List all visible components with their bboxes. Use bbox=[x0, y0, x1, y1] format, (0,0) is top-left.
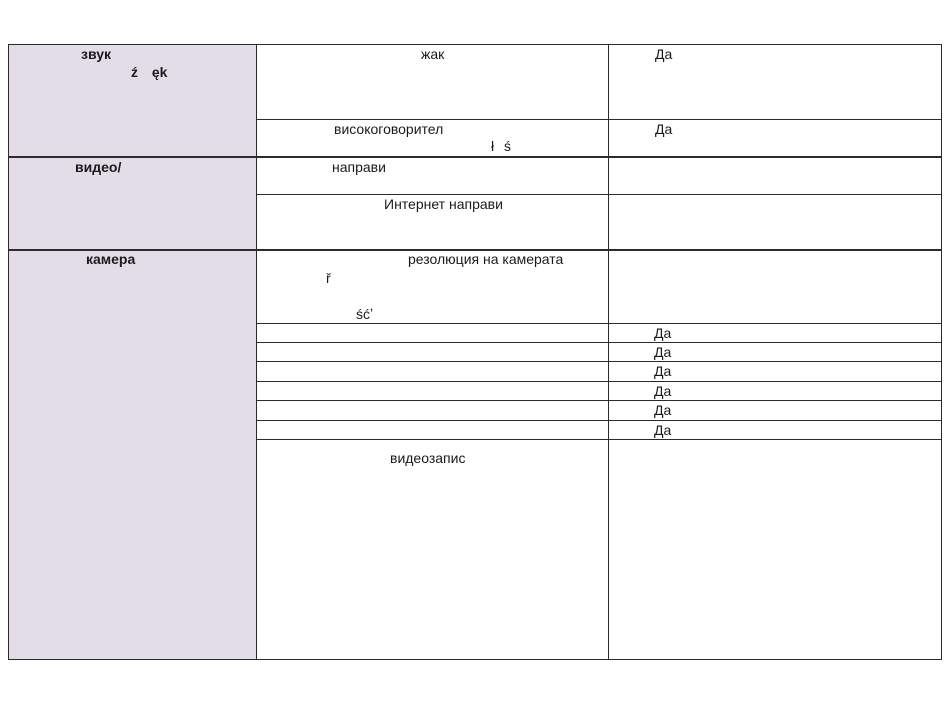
feature-camera-value-5: Да bbox=[654, 402, 672, 418]
table-frame bbox=[8, 44, 942, 660]
column-divider-2 bbox=[608, 44, 609, 660]
row-divider bbox=[256, 119, 942, 120]
category-video: видео/ bbox=[75, 159, 122, 175]
feature-video-recording-label: видеозапис bbox=[390, 450, 466, 466]
row-divider bbox=[256, 439, 942, 440]
feature-camera-value-4: Да bbox=[654, 383, 672, 399]
feature-camera-resolution-extra: ř bbox=[326, 270, 331, 286]
row-divider bbox=[256, 323, 942, 324]
feature-camera-value-6: Да bbox=[654, 422, 672, 438]
category-camera: камера bbox=[86, 251, 136, 267]
feature-camera-value-3: Да bbox=[654, 363, 672, 379]
row-divider bbox=[256, 400, 942, 401]
feature-camera-resolution-extra2: śćʼ bbox=[356, 306, 374, 322]
row-divider bbox=[256, 194, 942, 195]
feature-speaker-label: високоговорител bbox=[334, 121, 444, 137]
category-sound-extra: ź ęk bbox=[131, 64, 168, 80]
feature-internet-calls-label: Интернет направи bbox=[384, 196, 503, 212]
feature-jack-value: Да bbox=[655, 46, 673, 62]
category-sound: звук bbox=[81, 46, 112, 62]
category-divider-1 bbox=[8, 156, 942, 158]
row-divider bbox=[256, 381, 942, 382]
spec-table bbox=[8, 44, 942, 660]
feature-calls-label: направи bbox=[332, 159, 386, 175]
row-divider bbox=[256, 361, 942, 362]
feature-camera-resolution-label: резолюция на камерата bbox=[408, 251, 564, 267]
feature-camera-value-1: Да bbox=[654, 325, 672, 341]
feature-camera-value-2: Да bbox=[654, 344, 672, 360]
row-divider bbox=[256, 420, 942, 421]
column-divider-1 bbox=[256, 44, 257, 660]
feature-jack-label: жак bbox=[421, 46, 445, 62]
row-divider bbox=[256, 342, 942, 343]
feature-speaker-value: Да bbox=[655, 121, 673, 137]
feature-speaker-extra: ł ś bbox=[491, 138, 511, 154]
